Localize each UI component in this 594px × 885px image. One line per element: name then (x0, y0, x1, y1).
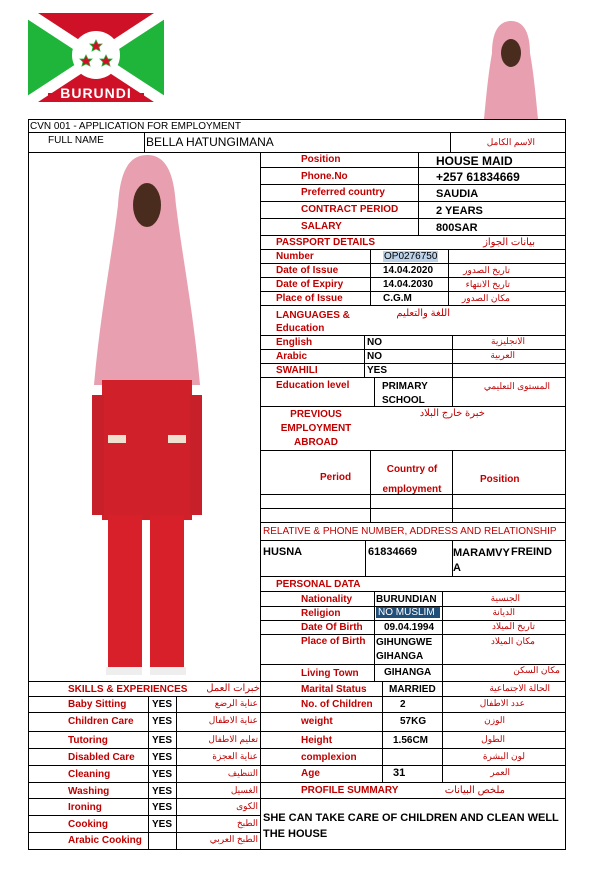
previous-title: PREVIOUS EMPLOYMENT ABROAD (280, 409, 352, 448)
skill-label: Cooking (68, 819, 108, 830)
age-ar: العمر (490, 767, 510, 777)
town-ar: مكان السكن (513, 665, 560, 675)
relative-title: RELATIVE & PHONE NUMBER, ADDRESS AND RELATIONSHIP (263, 526, 557, 537)
dob-value: 09.04.1994 (384, 622, 435, 633)
previous-position: Position (480, 474, 520, 485)
town-value: GIHANGA (384, 667, 432, 678)
passport-number-value: OP0276750 (384, 251, 438, 262)
education-ar: المستوى التعليمي (483, 381, 550, 391)
form-code: CVN 001 - APPLICATION FOR EMPLOYMENT (30, 121, 241, 132)
skill-label-ar: الكوى (236, 801, 258, 811)
height-value: 1.56CM (393, 735, 429, 746)
skill-value: YES (152, 769, 173, 780)
issue-value: 14.04.2020 (383, 265, 434, 276)
skill-value: YES (152, 786, 173, 797)
expiry-label: Date of Expiry (276, 279, 344, 290)
position-label: Position (301, 154, 341, 165)
passport-number-label: Number (276, 251, 314, 262)
full-name-value: BELLA HATUNGIMANA (146, 135, 274, 149)
relative-address: MARAMVYA (453, 547, 510, 574)
skills-title: SKILLS & EXPERIENCES (68, 684, 188, 695)
education-value: PRIMARY SCHOOL (382, 381, 428, 406)
height-label: Height (301, 735, 333, 746)
country-label: Preferred country (301, 187, 385, 198)
age-value: 31 (393, 767, 406, 779)
relative-relation: FREIND (511, 546, 552, 558)
skill-label: Cleaning (68, 769, 111, 780)
skill-label: Baby Sitting (68, 699, 127, 710)
skill-label-ar: عناية العجزة (212, 751, 258, 761)
languages-title-ar: اللغة والتعليم (396, 308, 450, 319)
children-ar: عدد الاطفال (479, 698, 525, 708)
contract-label: CONTRACT PERIOD (301, 204, 399, 215)
place-label: Place of Issue (276, 293, 343, 304)
issue-ar: تاريخ الصدور (463, 265, 510, 275)
dob-ar: تاريخ الميلاد (492, 621, 535, 631)
town-label: Living Town (301, 668, 359, 679)
relative-phone: 61834669 (368, 546, 417, 558)
personal-title: PERSONAL DATA (276, 579, 361, 590)
passport-title: PASSPORT DETAILS (276, 237, 376, 248)
skill-value: YES (152, 752, 173, 763)
contract-value: 2 YEARS (436, 205, 483, 217)
nationality-ar: الجنسية (490, 593, 520, 603)
profile-title-ar: ملخص البيانات (444, 785, 505, 796)
passport-title-ar: بيانات الجواز (483, 237, 535, 248)
age-label: Age (301, 768, 320, 779)
skill-label-ar: الطبخ (236, 818, 258, 828)
skill-label-ar: عناية الرضع (214, 698, 258, 708)
weight-label: weight (301, 716, 333, 727)
skills-title-ar: خبرات العمل (206, 683, 260, 694)
skill-label-ar: الغسيل (230, 785, 258, 795)
pob-label: Place of Birth (301, 636, 366, 647)
previous-period: Period (320, 472, 352, 483)
salary-value: 800SAR (436, 222, 478, 234)
place-value: C.G.M (383, 293, 412, 304)
skill-label-ar: التنظيف (227, 768, 258, 778)
arabic-label: Arabic (276, 351, 308, 362)
english-value: NO (367, 337, 382, 348)
full-name-label-ar: الاسم الكامل (486, 137, 535, 147)
flag-caption: BURUNDI (60, 85, 132, 101)
weight-ar: الوزن (484, 715, 505, 725)
marital-value: MARRIED (389, 684, 436, 695)
applicant-headshot (482, 13, 540, 119)
education-label: Education level (276, 380, 350, 391)
skill-label: Disabled Care (68, 752, 135, 763)
nationality-label: Nationality (301, 594, 353, 605)
height-ar: الطول (481, 734, 505, 744)
skill-value: YES (152, 802, 173, 813)
skill-label: Washing (68, 786, 110, 797)
skill-label-ar: تعليم الاطفال (208, 734, 258, 744)
pob-value: GIHUNGWE GIHANGA (376, 637, 433, 662)
religion-ar: الديانة (492, 607, 515, 617)
skill-label: Tutoring (68, 735, 108, 746)
place-ar: مكان الصدور (461, 293, 510, 303)
expiry-value: 14.04.2030 (383, 279, 434, 290)
skill-label-ar: عناية الاطفال (208, 715, 258, 725)
skill-label: Children Care (68, 716, 134, 727)
english-label: English (276, 337, 313, 348)
skill-value: YES (152, 699, 173, 710)
full-name-label: FULL NAME (48, 135, 104, 146)
previous-title-ar: خبرة خارج البلاد (419, 408, 485, 419)
marital-label: Marital Status (301, 684, 367, 695)
religion-value: NO MUSLIM (376, 607, 440, 618)
applicant-full-photo (92, 155, 202, 680)
complexion-ar: لون البشرة (482, 751, 525, 761)
skill-label: Arabic Cooking (68, 835, 142, 846)
issue-label: Date of Issue (276, 265, 339, 276)
complexion-label: complexion (301, 752, 357, 763)
country-value: SAUDIA (436, 188, 479, 200)
children-label: No. of Children (301, 699, 373, 710)
english-ar: الانجليزية (491, 336, 525, 346)
weight-value: 57KG (400, 716, 427, 727)
expiry-ar: تاريخ الانتهاء (465, 279, 510, 289)
relative-name: HUSNA (263, 546, 303, 558)
swahili-label: SWAHILI (276, 365, 318, 376)
skill-value: YES (152, 735, 173, 746)
skill-label: Ironing (68, 802, 102, 813)
pob-ar: مكان الميلاد (490, 636, 535, 646)
arabic-ar: العربية (490, 350, 515, 360)
profile-title: PROFILE SUMMARY (301, 785, 399, 796)
languages-title: LANGUAGES & Education (276, 310, 350, 334)
dob-label: Date Of Birth (301, 622, 363, 633)
salary-label: SALARY (301, 221, 342, 232)
phone-value: +257 61834669 (436, 170, 520, 184)
children-value: 2 (400, 699, 406, 710)
position-value: HOUSE MAID (436, 154, 513, 168)
nationality-value: BURUNDIAN (376, 594, 437, 605)
profile-text: SHE CAN TAKE CARE OF CHILDREN AND CLEAN WELL THE HOUSE (263, 812, 559, 840)
religion-label: Religion (301, 608, 341, 619)
previous-country: Country of employment (382, 464, 442, 495)
marital-ar: الحالة الاجتماعية (489, 683, 550, 693)
skill-label-ar: الطبخ العربي (209, 834, 258, 844)
swahili-value: YES (367, 365, 388, 376)
phone-label: Phone.No (301, 171, 348, 182)
skill-value: YES (152, 819, 173, 830)
arabic-value: NO (367, 351, 382, 362)
skill-value: YES (152, 716, 173, 727)
